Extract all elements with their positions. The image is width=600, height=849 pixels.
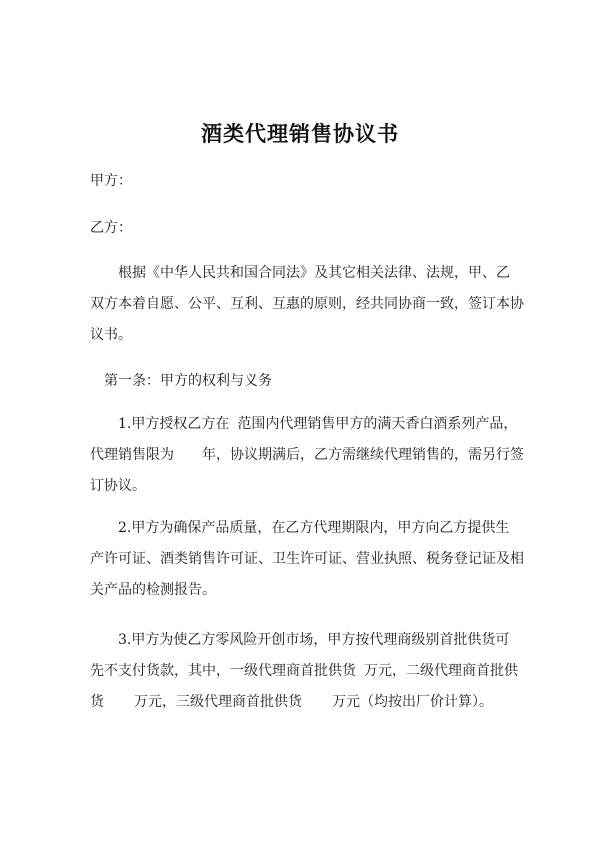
clause-1-text-c: 代理销售限为 (90, 447, 174, 463)
clause-2-line-3: 关产品的检测报告。 (90, 582, 216, 598)
clause-3-line-3 (90, 687, 520, 718)
clause-2-paragraph (90, 513, 524, 606)
article-1-heading: 第一条：甲方的权利与义务 (104, 373, 272, 389)
clause-3-text-e: 万元（均按出厂价计算）。 (332, 694, 493, 710)
clause-2-line-1: 2.甲方为确保产品质量，在乙方代理期限内，甲方向乙方提供生 (118, 520, 510, 536)
clause-1-text-d: 年，协议期满后，乙方需继续代理销售的，需另行签 (202, 447, 524, 463)
preamble-line-2: 双方本着自愿、公平、互利、互惠的原则，经共同协商一致，签订本协 (90, 296, 524, 312)
clause-3-line-1: 3.甲方为使乙方零风险开创市场，甲方按代理商级别首批供货可 (118, 632, 510, 648)
party-a-label: 甲方： (90, 173, 132, 189)
clause-2-line-2: 产许可证、酒类销售许可证、卫生许可证、营业执照、税务登记证及相 (90, 551, 524, 567)
document-title: 酒类代理销售协议书 (201, 121, 399, 146)
party-b-label: 乙方： (90, 220, 132, 236)
clause-3-text-c: 货 (90, 694, 104, 710)
clause-1-text-b: 范围内代理销售甲方的满天香白酒系列产品， (237, 416, 518, 432)
clause-3-paragraph (90, 625, 520, 718)
clause-1-line-3: 订协议。 (90, 478, 146, 494)
clause-3-text-a: 先不支付货款，其中，一级代理商首批供货 (90, 663, 356, 679)
preamble-line-1: 根据《中华人民共和国合同法》及其它相关法律、法规，甲、乙 (118, 265, 510, 281)
clause-3-line-2 (90, 656, 520, 687)
preamble-paragraph (90, 258, 524, 351)
clause-1-paragraph (90, 409, 524, 502)
clause-1-line-1 (90, 409, 520, 440)
clause-3-text-b: 万元，二级代理商首批供 (364, 663, 518, 679)
preamble-line-3: 议书。 (90, 327, 132, 343)
clause-1-line-2 (90, 440, 524, 471)
clause-3-text-d: 万元，三级代理商首批供货 (134, 694, 302, 710)
clause-1-text-a: 1.甲方授权乙方在 (118, 416, 230, 432)
